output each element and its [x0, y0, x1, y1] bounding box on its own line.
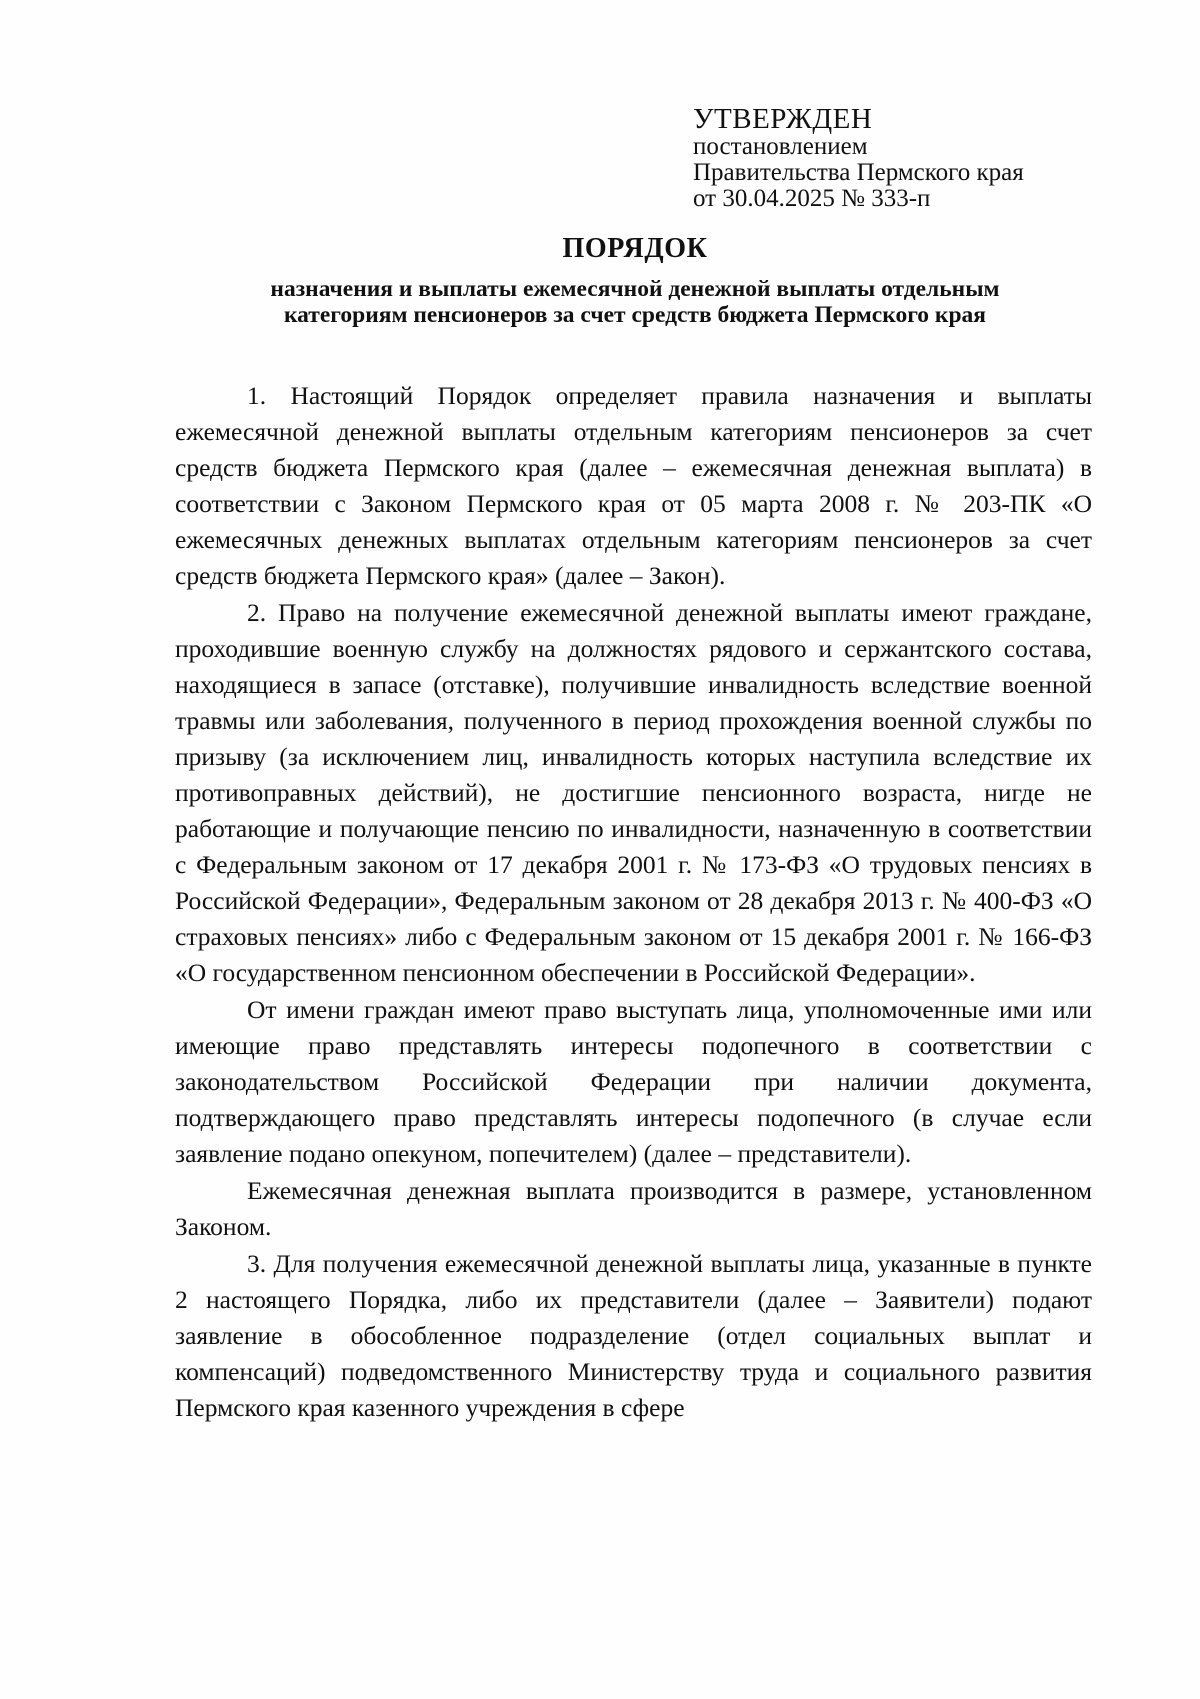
paragraph-2: 2. Право на получение ежемесячной денежной выплаты имеют граждане, проходившие военную службу на должностях рядового и сержантского состава, находящиеся в запасе (отставке), получившие инвалидность вследствие военной травмы или заболевания, полученного в период прохождения военной службы по призыву (за исключением лиц, инвалидность которых наступила вследствие их противоправных действий), не достигшие пенсионного возраста, нигде не работающие и получающие пенсию по инвалидности, назначенную в соответствии с Федеральным законом от 17 декабря 2001 г. № 173-ФЗ «О трудовых пенсиях в Российской Федерации», Федеральным законом от 28 декабря 2013 г. № 400-ФЗ «О страховых пенсиях» либо с Федеральным законом от 15 декабря 2001 г. № 166-ФЗ «О государственном пенсионном обеспечении в Российской Федерации». [175, 598, 1092, 987]
document-body [175, 378, 1092, 1427]
approval-heading: УТВЕРЖДЕН [693, 103, 873, 135]
approval-line-date-number: от 30.04.2025 № 333-п [693, 185, 931, 212]
paragraph-1: 1. Настоящий Порядок определяет правила назначения и выплаты ежемесячной денежной выплаты отдельным категориям пенсионеров за счет средств бюджета Пермского края (далее – ежемесячная денежная выплата) в соответствии с Законом Пермского края от 05 марта 2008 г. № 203-ПК «О ежемесячных денежных выплатах отдельным категориям пенсионеров за счет средств бюджета Пермского края» (далее – Закон). [175, 381, 1092, 590]
paragraph-representatives: От имени граждан имеют право выступать лица, уполномоченные ими или имеющие право представлять интересы подопечного в соответствии с законодательством Российской Федерации при наличии документа, подтверждающего право представлять интересы подопечного (в случае если заявление подано опекуном, попечителем) (далее – представители). [175, 995, 1092, 1168]
document-subtitle [172, 276, 1098, 328]
paragraph-3: 3. Для получения ежемесячной денежной выплаты лица, указанные в пункте 2 настоящего Порядка, либо их представители (далее – Заявители) подают заявление в обособленное подразделение (отдел социальных выплат и компенсаций) подведомственного Министерству труда и социального развития Пермского края казенного учреждения в сфере [175, 1249, 1092, 1422]
approval-line-government: Правительства Пермского края [693, 159, 1024, 186]
approval-line-resolution: постановлением [693, 133, 868, 160]
subtitle-line-1: назначения и выплаты ежемесячной денежной выплаты отдельным [270, 276, 1000, 302]
subtitle-line-2: категориям пенсионеров за счет средств бюджета Пермского края [283, 302, 987, 328]
approval-stamp-block [693, 104, 1153, 212]
paragraph-amount: Ежемесячная денежная выплата производится в размере, установленном Законом. [175, 1176, 1092, 1241]
document-title: ПОРЯДОК [562, 233, 708, 264]
